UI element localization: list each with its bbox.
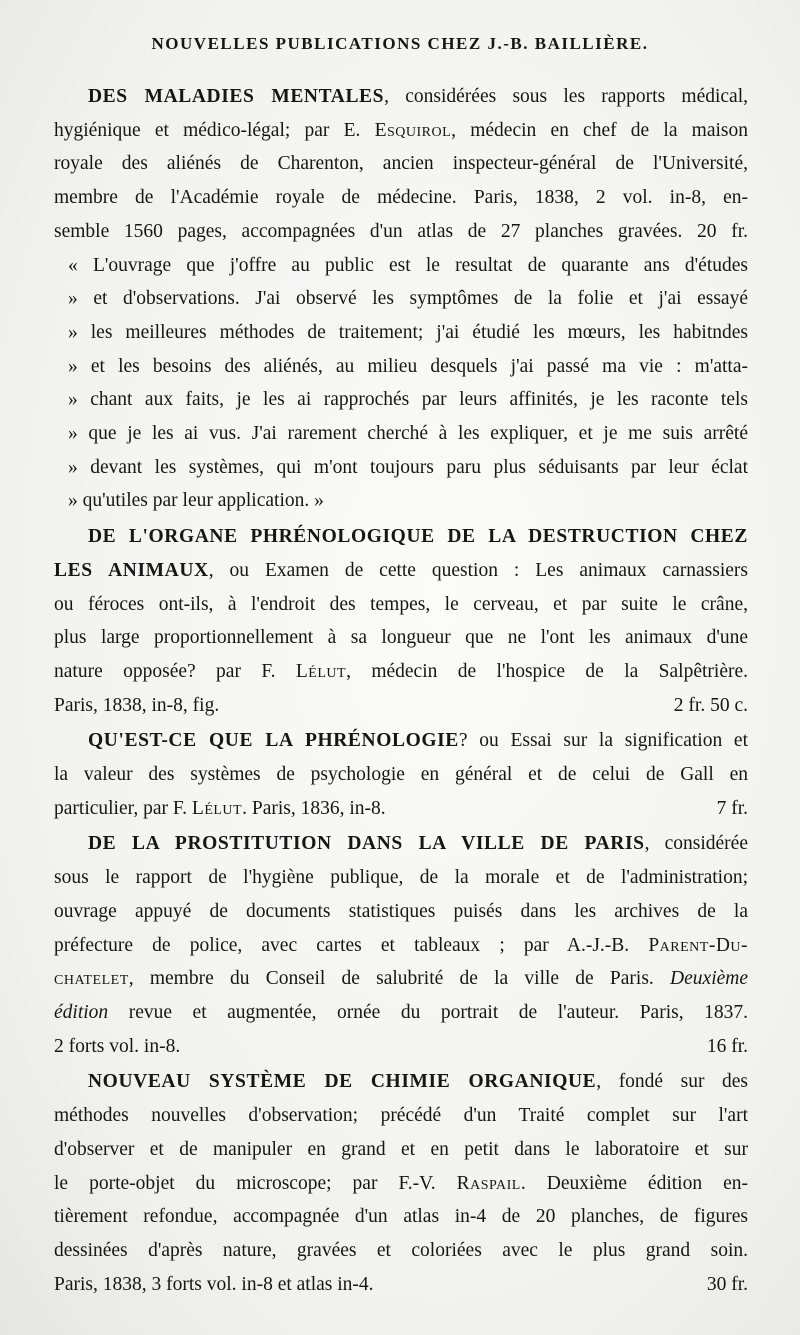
text-line: tièrement refondue, accompagnée d'un atlas in-4 de 20 planches, de figures	[54, 1206, 748, 1228]
text-line: chatelet, membre du Conseil de salubrité de la ville de Paris. Deuxième	[54, 968, 748, 990]
quote-line: » qu'utiles par leur application. »	[68, 490, 324, 512]
quote-line: « L'ouvrage que j'offre au public est le resultat de quarante ans d'études	[68, 254, 748, 276]
text-line: membre de l'Académie royale de médecine. Paris, 1838, 2 vol. in-8, en-	[54, 187, 748, 209]
publication-title: NOUVEAU SYSTÈME DE CHIMIE ORGANIQUE	[88, 1071, 597, 1093]
publication-title: DE LA PROSTITUTION DANS LA VILLE DE PARIS	[88, 833, 645, 855]
text-line: plus large proportionnellement à sa longueur que ne l'ont les animaux d'une	[54, 627, 748, 649]
publication-list	[54, 80, 748, 1303]
price: 2 fr. 50 c.	[673, 694, 748, 716]
text-line: la valeur des systèmes de psychologie en général et de celui de Gall en	[54, 764, 748, 786]
publication-entry-esquirol	[54, 80, 748, 518]
publication-title: QU'EST-CE QUE LA PHRÉNOLOGIE	[88, 730, 459, 752]
text-line: semble 1560 pages, accompagnées d'un atlas de 27 planches gravées. 20 fr.	[54, 220, 748, 242]
text-line	[54, 520, 748, 554]
author-name: Lélut	[191, 797, 243, 819]
text-line: édition revue et augmentée, ornée du portrait de l'auteur. Paris, 1837.	[54, 1001, 748, 1023]
text-line: Paris, 1838, in-8, fig. 2 fr. 50 c.	[54, 689, 748, 723]
text-line: particulier, par F. Lélut. Paris, 1836, in-8. 7 fr.	[54, 792, 748, 826]
text-line: nature opposée? par F. Lélut, médecin de l'hospice de la Salpêtrière.	[54, 660, 748, 682]
text-line: LES ANIMAUX, ou Examen de cette question : Les animaux carnassiers	[54, 559, 748, 581]
publication-entry-lelut-phrenologie	[54, 724, 748, 825]
page-header: NOUVELLES PUBLICATIONS CHEZ J.-B. BAILLIÈRE.	[151, 34, 649, 53]
author-name: Raspail	[456, 1172, 521, 1194]
quote-line: » devant les systèmes, qui m'ont toujours paru plus séduisants par leur éclat	[68, 456, 748, 478]
text-line: sous le rapport de l'hygiène publique, de la morale et de l'administration;	[54, 867, 748, 889]
quote-line: » et d'observations. J'ai observé les symptômes de la folie et j'ai essayé	[68, 288, 748, 310]
text-line: QU'EST-CE QUE LA PHRÉNOLOGIE? ou Essai sur la signification et	[88, 730, 748, 752]
price: 7 fr.	[716, 797, 748, 819]
text-line: méthodes nouvelles d'observation; précédé d'un Traité complet sur l'art	[54, 1105, 748, 1127]
author-name: Esquirol	[374, 119, 452, 141]
author-name: Lélut	[295, 660, 347, 682]
publication-title: DE L'ORGANE PHRÉNOLOGIQUE DE LA DESTRUCTION CHEZ	[88, 526, 748, 548]
publication-entry-raspail	[54, 1065, 748, 1301]
price: 30 fr.	[706, 1273, 748, 1295]
text-line: hygiénique et médico-légal; par E. Esquirol, médecin en chef de la maison	[54, 119, 748, 141]
publication-entry-lelut-organe	[54, 520, 748, 722]
publication-entry-parent-duchatelet	[54, 827, 748, 1063]
text-line: DE LA PROSTITUTION DANS LA VILLE DE PARIS, considérée	[88, 833, 748, 855]
price: 16 fr.	[706, 1035, 748, 1057]
text-line: dessinées d'après nature, gravées et coloriées avec le plus grand soin.	[54, 1239, 748, 1261]
text-line: NOUVEAU SYSTÈME DE CHIMIE ORGANIQUE, fondé sur des	[88, 1071, 748, 1093]
quote-line: » chant aux faits, je les ai rapprochés par leurs affinités, je les raconte tels	[68, 389, 748, 411]
quote-line: » les meilleures méthodes de traitement; j'ai étudié les mœurs, les habitndes	[68, 321, 748, 343]
text-line: ouvrage appuyé de documents statistiques puisés dans les archives de la	[54, 900, 748, 922]
quote-line: » et les besoins des aliénés, au milieu desquels j'ai passé ma vie : m'atta-	[68, 355, 748, 377]
publication-title: DES MALADIES MENTALES	[88, 86, 385, 107]
text-line: d'observer et de manipuler en grand et en petit dans le laboratoire et sur	[54, 1138, 748, 1160]
quote-line: » que je les ai vus. J'ai rarement cherché à les expliquer, et je me suis arrêté	[68, 423, 748, 445]
text-line: ou féroces ont-ils, à l'endroit des tempes, le cerveau, et par suite le crâne,	[54, 593, 748, 615]
text-line: royale des aliénés de Charenton, ancien inspecteur-général de l'Université,	[54, 153, 748, 175]
text-line: DES MALADIES MENTALES, considérées sous les rapports médical,	[88, 86, 749, 107]
text-line: préfecture de police, avec cartes et tableaux ; par A.-J.-B. Parent-Du-	[54, 934, 748, 956]
text-line: le porte-objet du microscope; par F.-V. Raspail. Deuxième édition en-	[54, 1172, 748, 1194]
text-line: 2 forts vol. in-8. 16 fr.	[54, 1030, 748, 1064]
author-name: Parent-Du-	[648, 934, 748, 956]
text-line: Paris, 1838, 3 forts vol. in-8 et atlas in-4. 30 fr.	[54, 1268, 748, 1302]
author-name: chatelet	[54, 968, 129, 990]
